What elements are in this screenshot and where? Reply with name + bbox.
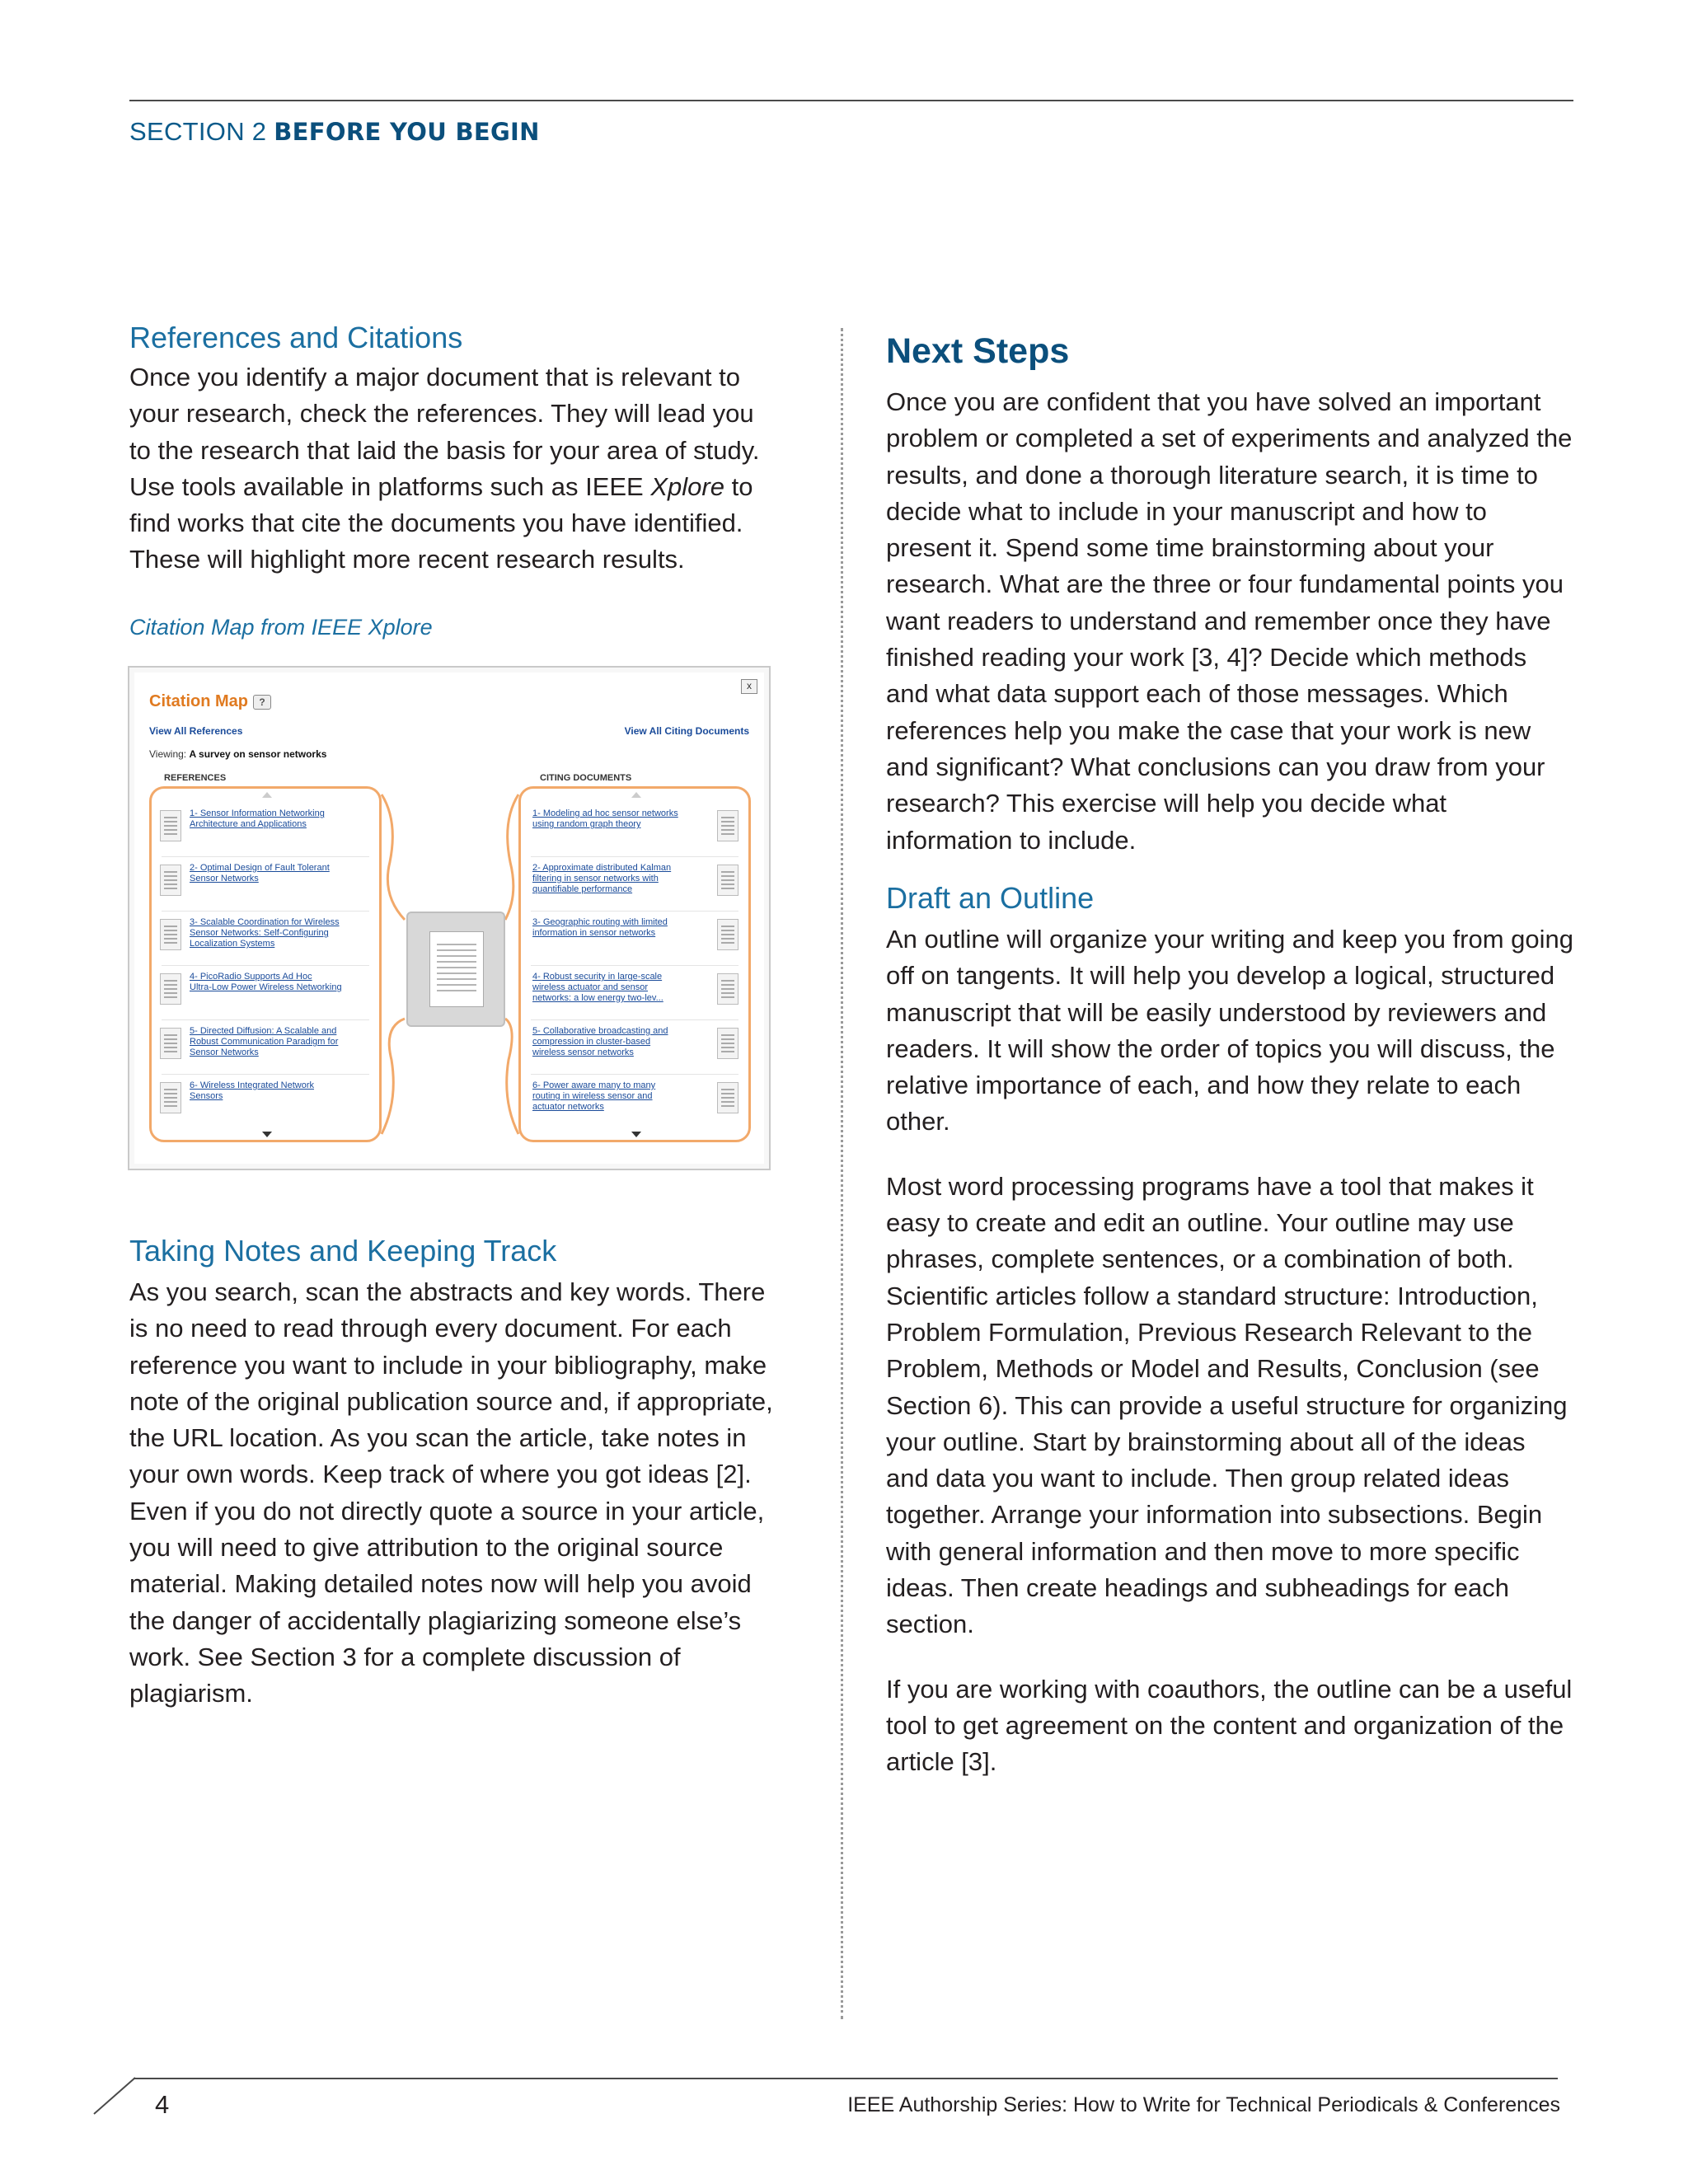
references-text-1: Once you identify a major document that is relevant to your research, check the references. They will lead you to the research that laid the basis for your area of study. Use tools available in platforms such as IEEE — [129, 363, 760, 501]
citation-row[interactable] — [152, 860, 379, 912]
row-separator — [162, 1074, 369, 1075]
notes-paragraph: As you search, scan the abstracts and key words. There is no need to read through every document. For each reference you want to include in your bibliography, make note of the original publication source and, if appropriate, the URL location. As you scan the article, take notes in your own words. Keep track of where you got ideas [2]. Even if you do not directly quote a source in your article, you will need to give attribution to the original source material. Making detailed notes now will help you avoid the danger of accidentally plagiarizing someone else’s work. See Section 3 for a complete discussion of plagiarism. — [129, 1277, 773, 1708]
series-title: IEEE Authorship Series: How to Write for Technical Periodicals & Conferences — [847, 2093, 1560, 2116]
citation-row[interactable] — [152, 1023, 379, 1076]
next-steps-paragraph: Once you are confident that you have solved an important problem or completed a set of experiments and analyzed the results, and done a thorough literature search, it is time to decide what to include in your manuscript and how to present it. Spend some time brainstorming about your research. What are the three or four fundamental points you want readers to understand and remember once they have finished reading your work [3, 4]? Decide which methods and what data support each of those messages. Which references help you make the case that your work is new and significant? What conclusions can you draw from your research? This exercise will help you decide what information to include. — [886, 387, 1573, 855]
row-separator — [162, 965, 369, 966]
header-rule — [129, 100, 1573, 101]
help-icon[interactable]: ? — [253, 695, 271, 710]
outline-section — [886, 880, 1574, 1781]
citation-map-window — [134, 673, 764, 1164]
citation-link[interactable]: 1- Modeling ad hoc sensor networks using random graph theory — [532, 808, 678, 829]
citation-map-figure — [128, 666, 771, 1170]
view-all-references-link[interactable]: View All References — [149, 725, 243, 737]
citation-row[interactable] — [521, 968, 748, 1021]
citation-row[interactable] — [152, 968, 379, 1021]
row-separator — [531, 1019, 738, 1020]
row-separator — [531, 856, 738, 857]
row-separator — [162, 911, 369, 912]
row-separator — [162, 1019, 369, 1020]
citation-link[interactable]: 3- Scalable Coordination for Wireless Sensor Networks: Self-Configuring Localization Systems — [190, 917, 340, 949]
viewing-line: Viewing: A survey on sensor networks — [149, 748, 327, 760]
document-icon — [717, 973, 738, 1005]
references-panel — [149, 786, 382, 1142]
document-icon — [160, 865, 181, 896]
citation-link[interactable]: 2- Approximate distributed Kalman filtering in sensor networks with quantifiable performance — [532, 863, 672, 894]
notes-section — [129, 1233, 781, 1713]
close-icon[interactable]: x — [741, 679, 757, 694]
references-section — [129, 320, 781, 579]
document-icon — [717, 919, 738, 950]
references-heading: References and Citations — [129, 321, 463, 354]
footer-rule — [134, 2078, 1558, 2079]
citation-row[interactable] — [521, 860, 748, 912]
document-icon — [717, 865, 738, 896]
next-steps-heading: Next Steps — [886, 331, 1070, 371]
document-icon — [160, 1028, 181, 1059]
row-separator — [531, 911, 738, 912]
citation-link[interactable]: 3- Geographic routing with limited information in sensor networks — [532, 917, 668, 938]
citation-row[interactable] — [521, 805, 748, 858]
citation-link[interactable]: 2- Optimal Design of Fault Tolerant Sensor Networks — [190, 863, 330, 883]
citation-row[interactable] — [521, 1077, 748, 1130]
outline-heading: Draft an Outline — [886, 881, 1095, 915]
citation-row[interactable] — [152, 914, 379, 967]
footer-slash — [92, 2076, 142, 2116]
document-icon — [160, 919, 181, 950]
references-column-head: REFERENCES — [164, 773, 227, 783]
section-label — [129, 117, 540, 147]
outline-paragraph-2: Most word processing programs have a tool that makes it easy to create and edit an outline. Your outline may use phrases, complete sentences, or a combination of both. Scientific articles follow a standard structure: Introduction, Problem Formulation, Previous Research Relevant to the Problem, Methods or Model and Results, Conclusion (see Section 6). This can provide a useful structure for organizing your outline. Start by brainstorming about all of the ideas and data you want to include. Then group related ideas together. Arrange your information into subsections. Begin with general information and then move to more specific ideas. Then create headings and subheadings for each section. — [886, 1171, 1568, 1639]
center-document-icon[interactable] — [406, 912, 505, 1027]
citation-row[interactable] — [152, 1077, 379, 1130]
document-icon — [160, 1082, 181, 1113]
citing-column-head: CITING DOCUMENTS — [540, 773, 632, 783]
notes-heading: Taking Notes and Keeping Track — [129, 1234, 557, 1268]
section-title: BEFORE YOU BEGIN — [274, 118, 540, 146]
outline-paragraph-3: If you are working with coauthors, the outline can be a useful tool to get agreement on the content and organization of the article [3]. — [886, 1674, 1573, 1777]
citation-row[interactable] — [521, 1023, 748, 1076]
row-separator — [162, 856, 369, 857]
document-icon — [160, 810, 181, 841]
scroll-up-icon[interactable] — [631, 792, 641, 798]
document-icon — [717, 810, 738, 841]
row-separator — [531, 965, 738, 966]
viewing-title: A survey on sensor networks — [189, 748, 327, 760]
citation-link[interactable]: 1- Sensor Information Networking Architecture and Applications — [190, 808, 325, 829]
page-number: 4 — [155, 2090, 170, 2119]
citation-link[interactable]: 4- Robust security in large-scale wireless actuator and sensor networks: a low energy two-lev... — [532, 972, 663, 1003]
references-paragraph — [129, 359, 781, 579]
citation-link[interactable]: 6- Power aware many to many routing in wireless sensor and actuator networks — [532, 1080, 656, 1112]
citation-map-title: Citation Map ? — [149, 692, 271, 711]
document-icon — [717, 1082, 738, 1113]
scroll-down-icon[interactable] — [262, 1132, 272, 1137]
citation-link[interactable]: 4- PicoRadio Supports Ad Hoc Ultra-Low Power Wireless Networking — [190, 972, 342, 992]
row-separator — [531, 1074, 738, 1075]
references-text-italic: Xplore — [650, 471, 724, 501]
citation-link[interactable]: 6- Wireless Integrated Network Sensors — [190, 1080, 314, 1101]
scroll-up-icon[interactable] — [262, 792, 272, 798]
document-icon — [160, 973, 181, 1005]
section-prefix: SECTION 2 — [129, 117, 274, 146]
outline-paragraph-1: An outline will organize your writing and keep you from going off on tangents. It will help you develop a logical, structured manuscript that will be easily understood by reviewers and readers. It will show the order of topics you will discuss, the relative importance of each, and how they relate to each other. — [886, 925, 1574, 1137]
scroll-down-icon[interactable] — [631, 1132, 641, 1137]
references-text-2: to find works that cite the documents you have identified. These will highlight more recent research results. — [129, 471, 753, 574]
citation-row[interactable] — [521, 914, 748, 967]
citing-panel — [518, 786, 751, 1142]
citation-row[interactable] — [152, 805, 379, 858]
view-all-citing-link[interactable]: View All Citing Documents — [624, 725, 749, 737]
citation-link[interactable]: 5- Collaborative broadcasting and compression in cluster-based wireless sensor networks — [532, 1026, 668, 1057]
figure-caption: Citation Map from IEEE Xplore — [129, 615, 433, 640]
citation-link[interactable]: 5- Directed Diffusion: A Scalable and Robust Communication Paradigm for Sensor Networks — [190, 1026, 339, 1057]
next-steps-section — [886, 330, 1574, 859]
column-divider — [841, 328, 843, 2019]
document-icon — [717, 1028, 738, 1059]
